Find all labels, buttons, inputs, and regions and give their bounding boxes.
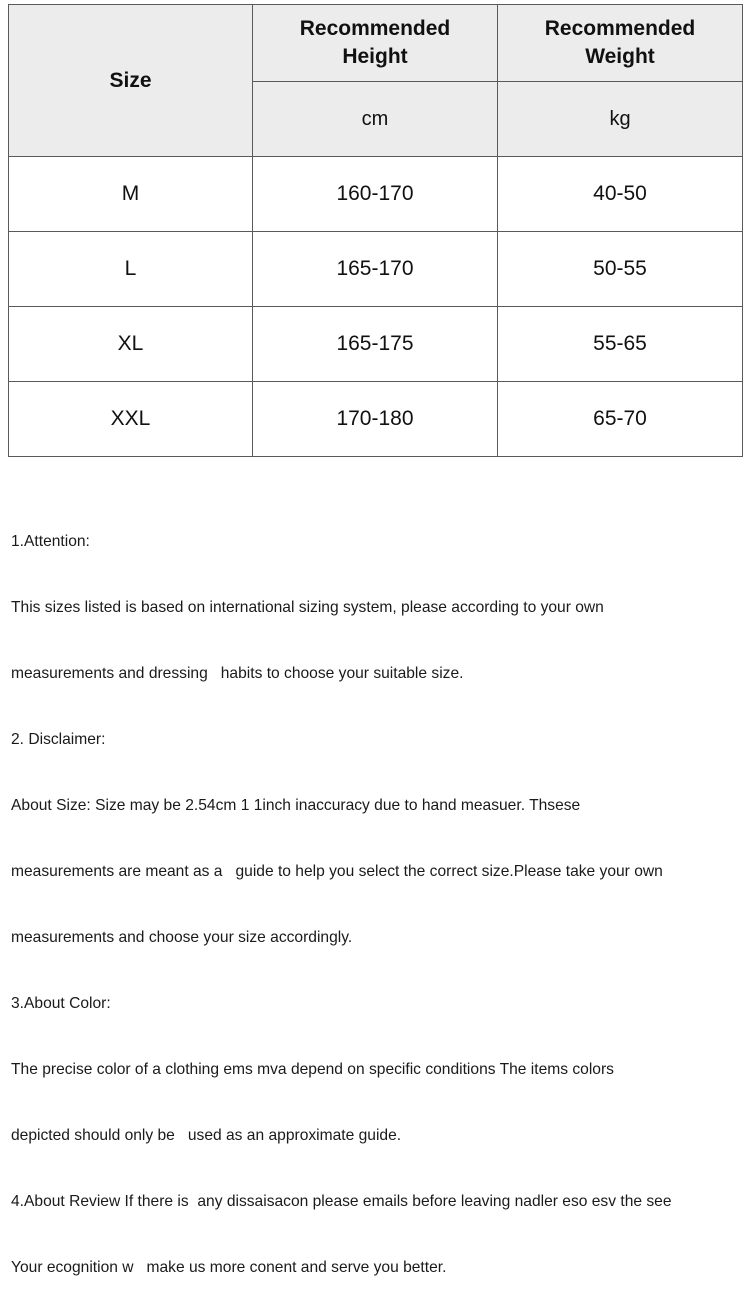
height-unit: cm: [253, 82, 498, 157]
table-header-row: [9, 5, 743, 82]
review-text: 4.About Review If there is any dissaisacon please emails before leaving nadler eso esv the see: [11, 1193, 672, 1210]
table-row: [9, 307, 743, 382]
size-header: Size: [9, 5, 253, 157]
weight-cell: 55-65: [498, 307, 743, 382]
size-cell: L: [9, 232, 253, 307]
color-text: depicted should only be used as an approximate guide.: [11, 1127, 402, 1144]
size-cell: XXL: [9, 382, 253, 457]
review-text: Your ecognition w make us more conent and serve you better.: [11, 1259, 447, 1276]
color-text: The precise color of a clothing ems mva depend on specific conditions The items colors: [11, 1061, 614, 1078]
disclaimer-text: measurements and choose your size accordingly.: [11, 929, 353, 946]
size-notes: [11, 487, 745, 1301]
height-header: [253, 5, 498, 82]
weight-header: [498, 5, 743, 82]
height-header-label: Recommended Height: [299, 17, 451, 68]
table-row: [9, 157, 743, 232]
table-row: [9, 382, 743, 457]
weight-cell: 50-55: [498, 232, 743, 307]
disclaimer-text: measurements are meant as a guide to help you select the correct size.Please take your own: [11, 863, 663, 880]
attention-text: measurements and dressing habits to choose your suitable size.: [11, 665, 464, 682]
height-cell: 165-170: [253, 232, 498, 307]
weight-cell: 65-70: [498, 382, 743, 457]
weight-header-label: Recommended Weight: [544, 17, 696, 68]
weight-unit: kg: [498, 82, 743, 157]
size-chart-table: [8, 4, 743, 457]
size-cell: XL: [9, 307, 253, 382]
height-cell: 160-170: [253, 157, 498, 232]
color-heading: 3.About Color:: [11, 995, 111, 1012]
weight-cell: 40-50: [498, 157, 743, 232]
height-cell: 170-180: [253, 382, 498, 457]
disclaimer-text: About Size: Size may be 2.54cm 1 1inch inaccuracy due to hand measuer. Thsese: [11, 797, 581, 814]
size-cell: M: [9, 157, 253, 232]
attention-text: This sizes listed is based on international sizing system, please according to your own: [11, 599, 604, 616]
attention-heading: 1.Attention:: [11, 533, 90, 550]
table-row: [9, 232, 743, 307]
height-cell: 165-175: [253, 307, 498, 382]
disclaimer-heading: 2. Disclaimer:: [11, 731, 106, 748]
